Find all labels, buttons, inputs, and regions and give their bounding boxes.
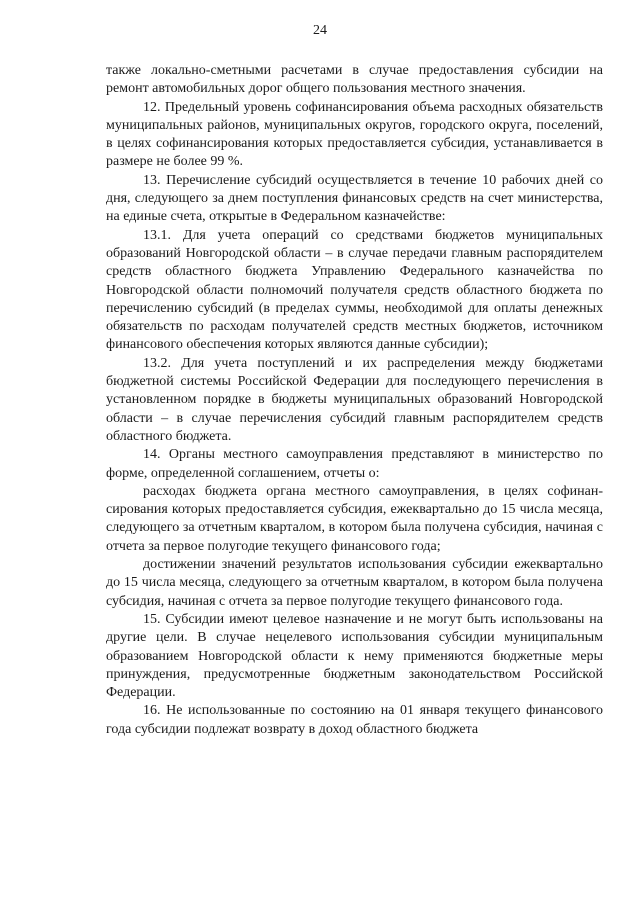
paragraph-14: 14. Органы местного самоуправления представляют в министерство по форме, определенной соглашением, отчеты о: — [106, 447, 603, 481]
page-number: 24 — [313, 23, 327, 38]
paragraph-continuation: также локально-сметными расчетами в случае предоставления субсидии на ремонт автомобильных дорог общего пользования местного значения. — [106, 63, 603, 97]
paragraph-13: 13. Перечисление субсидий осуществляется в течение 10 рабочих дней со дня, следующего за днем поступления финансовых средств на счет министерства, на единые счета, открытые в Федеральном казначействе: — [106, 172, 603, 225]
paragraph-14-item-results: достижении значений результатов использования субсидии ежеквартально до 15 числа месяца, следующего за отчетным кварталом, в котором была получена субсидия, начиная с отчета за первое полугодие текущего финансового года. — [106, 557, 603, 609]
paragraph-15: 15. Субсидии имеют целевое назначение и не могут быть использованы на другие цели. В случае нецелевого использования субсидии муниципальным образованием Новгородской области к нему применяются бюджетные меры принуждения, предусмотренные бюджетным законодательством Российской Федерации. — [106, 611, 603, 701]
paragraph-12: 12. Предельный уровень софинансирования объема расходных обязательств муниципальных районов, муниципальных округов, городского округа, поселений, в целях софинансирования которых предоставляется субсидия, устанавливается в размере не более 99 %. — [106, 99, 603, 170]
paragraph-13-1: 13.1. Для учета операций со средствами бюджетов муниципальных образований Новгородской области – в случае передачи главным распорядителем средств областного бюджета Управлению Федерального казначейства по Новгородской области полномочий получателя средств областного бюджета по перечислению субсидий (в пределах суммы, необходимой для оплаты денежных обязательств по расходам получателей средств местных бюджетов, источником финансового обеспечения которых являются данные субсидии); — [106, 227, 603, 353]
paragraph-14-item-expenses: расходах бюджета органа местного самоуправления, в целях софинансирования которых предоставляется субсидия, ежеквартально до 15 числа месяца, следующего за отчетным кварталом, в котором была получена субсидия, начиная с отчета за первое полугодие текущего финансового года; — [106, 483, 603, 554]
paragraph-13-2: 13.2. Для учета поступлений и их распределения между бюджетами бюджетной системы Российской Федерации для последующего перечисления в установленном порядке в бюджеты муниципальных образований Новгородской области – в случае перечисления субсидий главным распорядителем средств областного бюджета. — [106, 355, 603, 444]
paragraph-16: 16. Не использованные по состоянию на 01 января текущего финансового года субсидии подлежат возврату в доход областного бюджета — [106, 703, 603, 737]
document-body — [106, 62, 603, 739]
